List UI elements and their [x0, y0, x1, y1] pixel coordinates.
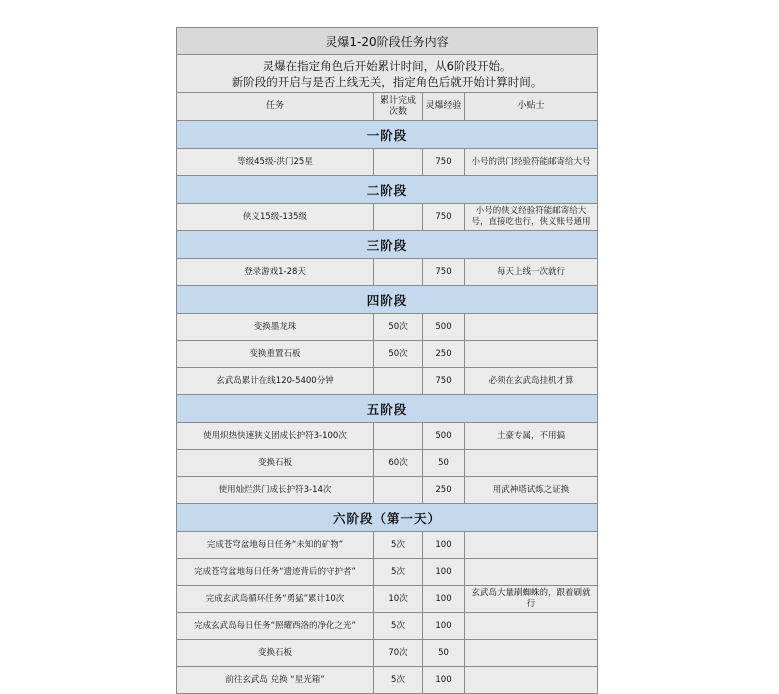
- exp-cell: 750: [423, 204, 465, 231]
- exp-cell: 50: [423, 450, 465, 477]
- tip-cell: 土豪专属，不用搞: [465, 423, 598, 450]
- notice-line: 新阶段的开启与是否上线无关，指定角色后就开始计算时间。: [231, 74, 543, 89]
- tip-cell: [465, 667, 598, 694]
- exp-cell: 500: [423, 314, 465, 341]
- task-sheet: [176, 27, 597, 694]
- exp-cell: 100: [423, 586, 465, 613]
- count-cell: 60次: [374, 450, 423, 477]
- exp-cell: 100: [423, 667, 465, 694]
- count-cell: [374, 423, 423, 450]
- tip-cell: [465, 640, 598, 667]
- tip-cell: [465, 613, 598, 640]
- table-row: [177, 314, 598, 341]
- table-row: [177, 477, 598, 504]
- task-cell: 使用灿烂洪门成长护符3-14次: [177, 477, 374, 504]
- tip-cell: 用武神塔试炼之证换: [465, 477, 598, 504]
- task-cell: 变换墨龙珠: [177, 314, 374, 341]
- exp-cell: 250: [423, 477, 465, 504]
- task-cell: 变换重置石板: [177, 341, 374, 368]
- stage-header-row: [177, 395, 598, 423]
- stage-header-row: [177, 286, 598, 314]
- count-cell: 50次: [374, 314, 423, 341]
- stage-header-row: [177, 504, 598, 532]
- tip-cell: 玄武岛大量刷蜘蛛的，跟着刷就行: [465, 586, 598, 613]
- task-cell: 变换石板: [177, 640, 374, 667]
- stage-title: 六阶段（第一天）: [177, 504, 598, 532]
- notice-line: 灵爆在指定角色后开始累计时间，从6阶段开始。: [262, 58, 512, 73]
- count-cell: 70次: [374, 640, 423, 667]
- table-row: [177, 259, 598, 286]
- exp-cell: 100: [423, 613, 465, 640]
- stage-header-row: [177, 121, 598, 149]
- table-row: [177, 586, 598, 613]
- count-cell: [374, 149, 423, 176]
- tip-cell: 每天上线一次就行: [465, 259, 598, 286]
- tip-cell: 必须在玄武岛挂机才算: [465, 368, 598, 395]
- stage-header-row: [177, 176, 598, 204]
- notice-text: [177, 55, 598, 93]
- stage-title: 一阶段: [177, 121, 598, 149]
- tip-cell: [465, 559, 598, 586]
- count-cell: [374, 368, 423, 395]
- table-row: [177, 559, 598, 586]
- task-cell: 玄武岛累计在线120-5400分钟: [177, 368, 374, 395]
- count-cell: [374, 204, 423, 231]
- task-cell: 完成玄武岛每日任务“照耀西洛的净化之光”: [177, 613, 374, 640]
- tip-cell: [465, 314, 598, 341]
- tip-cell: [465, 450, 598, 477]
- table-title: 灵爆1-20阶段任务内容: [177, 28, 598, 55]
- tip-cell: [465, 341, 598, 368]
- task-cell: 完成玄武岛循环任务“勇猛”累计10次: [177, 586, 374, 613]
- header-row: [177, 93, 598, 121]
- title-row: [177, 28, 598, 55]
- exp-cell: 50: [423, 640, 465, 667]
- task-cell: 完成苍穹盆地每日任务“遗迹背后的守护者”: [177, 559, 374, 586]
- count-cell: [374, 259, 423, 286]
- exp-cell: 500: [423, 423, 465, 450]
- task-cell: 前往玄武岛 兑换 “星光箱”: [177, 667, 374, 694]
- notice-row: [177, 55, 598, 93]
- header-tip: 小贴士: [465, 93, 598, 121]
- exp-cell: 100: [423, 559, 465, 586]
- task-cell: 变换石板: [177, 450, 374, 477]
- tip-cell: [465, 532, 598, 559]
- table-row: [177, 368, 598, 395]
- count-cell: 50次: [374, 341, 423, 368]
- stage-title: 三阶段: [177, 231, 598, 259]
- tip-cell: 小号的侠义经验符能邮寄给大号，直接吃也行，侠义账号通用: [465, 204, 598, 231]
- stage-header-row: [177, 231, 598, 259]
- count-cell: 5次: [374, 559, 423, 586]
- count-cell: 5次: [374, 667, 423, 694]
- header-exp: 灵爆经验: [423, 93, 465, 121]
- table-row: [177, 613, 598, 640]
- stage-title: 四阶段: [177, 286, 598, 314]
- table-row: [177, 450, 598, 477]
- task-cell: 等级45级-洪门25星: [177, 149, 374, 176]
- table-row: [177, 640, 598, 667]
- table-row: [177, 341, 598, 368]
- task-table: [176, 27, 598, 694]
- exp-cell: 100: [423, 532, 465, 559]
- task-cell: 登录游戏1-28天: [177, 259, 374, 286]
- count-cell: 10次: [374, 586, 423, 613]
- count-cell: 5次: [374, 613, 423, 640]
- task-cell: 侠义15级-135级: [177, 204, 374, 231]
- table-row: [177, 667, 598, 694]
- task-cell: 完成苍穹盆地每日任务“未知的矿物”: [177, 532, 374, 559]
- exp-cell: 250: [423, 341, 465, 368]
- table-row: [177, 204, 598, 231]
- table-row: [177, 423, 598, 450]
- table-row: [177, 149, 598, 176]
- task-cell: 使用炽热快速狭义团成长护符3-100次: [177, 423, 374, 450]
- header-count: 累计完成次数: [374, 93, 423, 121]
- exp-cell: 750: [423, 259, 465, 286]
- exp-cell: 750: [423, 368, 465, 395]
- count-cell: 5次: [374, 532, 423, 559]
- count-cell: [374, 477, 423, 504]
- exp-cell: 750: [423, 149, 465, 176]
- stage-title: 五阶段: [177, 395, 598, 423]
- header-task: 任务: [177, 93, 374, 121]
- table-row: [177, 532, 598, 559]
- stage-title: 二阶段: [177, 176, 598, 204]
- tip-cell: 小号的洪门经验符能邮寄给大号: [465, 149, 598, 176]
